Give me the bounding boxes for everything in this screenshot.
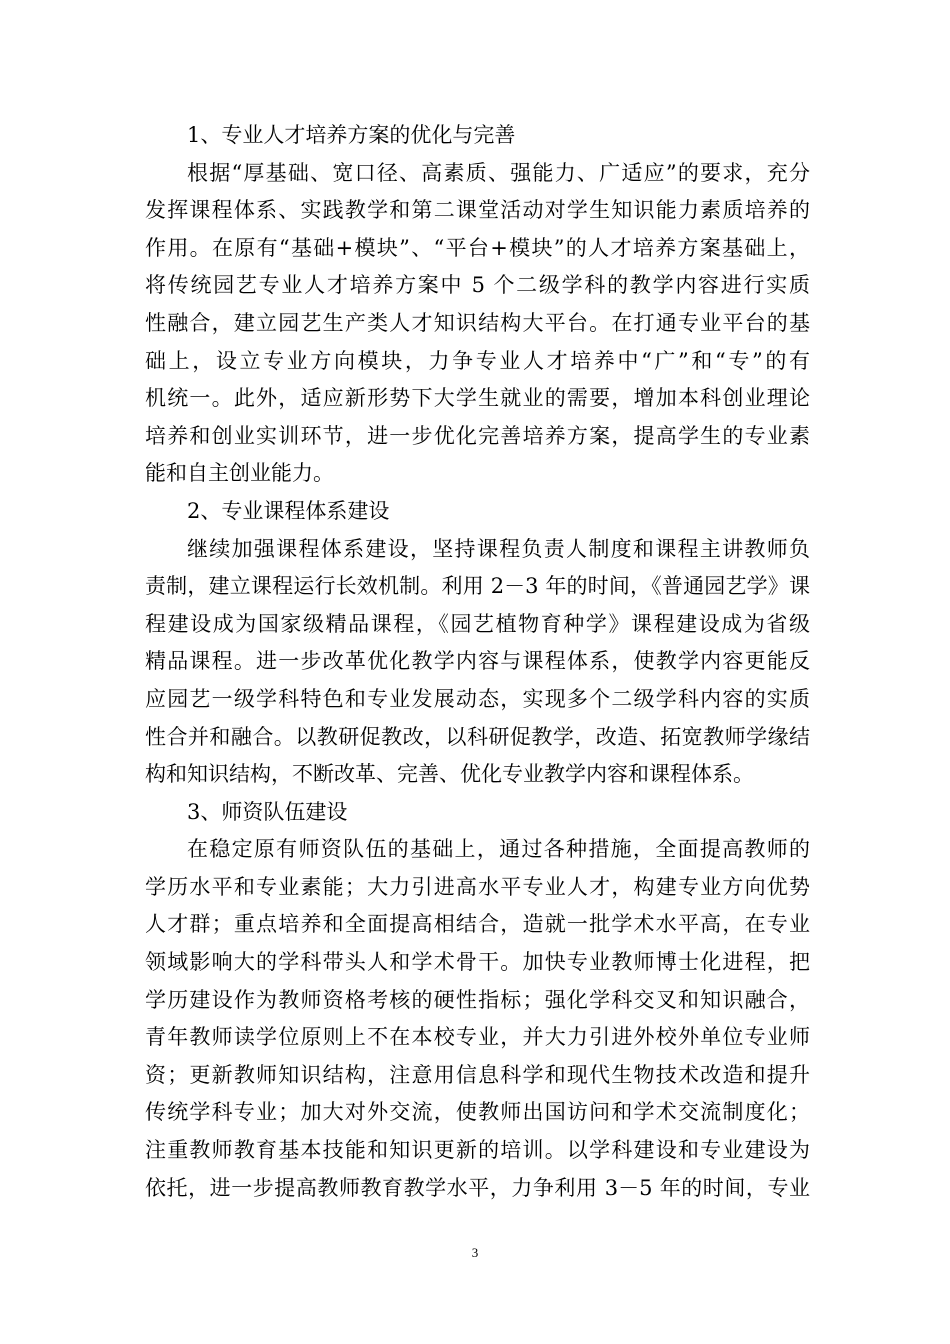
document-body xyxy=(145,117,810,1207)
section-heading: 2、专业课程体系建设 xyxy=(187,498,390,523)
paragraph-line: 责制，建立课程运行长效机制。利用 2－3 年的时间，《普通园艺学》课 xyxy=(145,574,810,599)
paragraph-line: 程建设成为国家级精品课程，《园艺植物育种学》课程建设成为省级 xyxy=(145,611,810,636)
paragraph-line: 资；更新教师知识结构，注意用信息科学和现代生物技术改造和提升 xyxy=(145,1062,810,1087)
paragraph-line: 培养和创业实训环节，进一步优化完善培养方案，提高学生的专业素 xyxy=(145,423,810,448)
paragraph-line: 础上，设立专业方向模块，力争专业人才培养中“广”和“专”的有 xyxy=(145,348,810,373)
page-number: 3 xyxy=(471,1245,479,1260)
paragraph-line: 学历水平和专业素能；大力引进高水平专业人才，构建专业方向优势 xyxy=(145,874,810,899)
paragraph-line: 发挥课程体系、实践教学和第二课堂活动对学生知识能力素质培养的 xyxy=(145,198,810,223)
paragraph-line: 机统一。此外，适应新形势下大学生就业的需要，增加本科创业理论 xyxy=(145,386,810,411)
paragraph-line: 人才群；重点培养和全面提高相结合，造就一批学术水平高，在专业 xyxy=(145,912,810,937)
paragraph-line: 根据“厚基础、宽口径、高素质、强能力、广适应”的要求，充分 xyxy=(187,160,810,185)
paragraph-line: 应园艺一级学科特色和专业发展动态，实现多个二级学科内容的实质 xyxy=(145,686,810,711)
paragraph-line: 构和知识结构，不断改革、完善、优化专业教学内容和课程体系。 xyxy=(145,762,754,787)
paragraph-line: 传统学科专业；加大对外交流，使教师出国访问和学术交流制度化； xyxy=(145,1100,810,1125)
paragraph-line: 继续加强课程体系建设，坚持课程负责人制度和课程主讲教师负 xyxy=(187,536,810,561)
paragraph-line: 精品课程。进一步改革优化教学内容与课程体系，使教学内容更能反 xyxy=(145,649,810,674)
paragraph-line: 在稳定原有师资队伍的基础上，通过各种措施，全面提高教师的 xyxy=(187,837,810,862)
paragraph-line: 青年教师读学位原则上不在本校专业，并大力引进外校外单位专业师 xyxy=(145,1025,810,1050)
paragraph-line: 学历建设作为教师资格考核的硬性指标；强化学科交叉和知识融合， xyxy=(145,987,810,1012)
paragraph-line: 将传统园艺专业人才培养方案中 5 个二级学科的教学内容进行实质 xyxy=(145,273,810,298)
paragraph-line: 作用。在原有“基础+模块”、“平台+模块”的人才培养方案基础上， xyxy=(145,235,810,260)
section-heading: 1、专业人才培养方案的优化与完善 xyxy=(187,123,516,147)
section-heading: 3、师资队伍建设 xyxy=(187,799,348,824)
paragraph-line: 性融合，建立园艺生产类人才知识结构大平台。在打通专业平台的基 xyxy=(145,310,810,335)
paragraph-line: 注重教师教育基本技能和知识更新的培训。以学科建设和专业建设为 xyxy=(145,1138,810,1163)
paragraph-line: 能和自主创业能力。 xyxy=(145,461,334,486)
paragraph-line: 领域影响大的学科带头人和学术骨干。加快专业教师博士化进程，把 xyxy=(145,950,810,975)
paragraph-line: 性合并和融合。以教研促教改，以科研促教学，改造、拓宽教师学缘结 xyxy=(145,724,810,749)
paragraph-line: 依托，进一步提高教师教育教学水平，力争利用 3－5 年的时间，专业 xyxy=(145,1175,810,1200)
